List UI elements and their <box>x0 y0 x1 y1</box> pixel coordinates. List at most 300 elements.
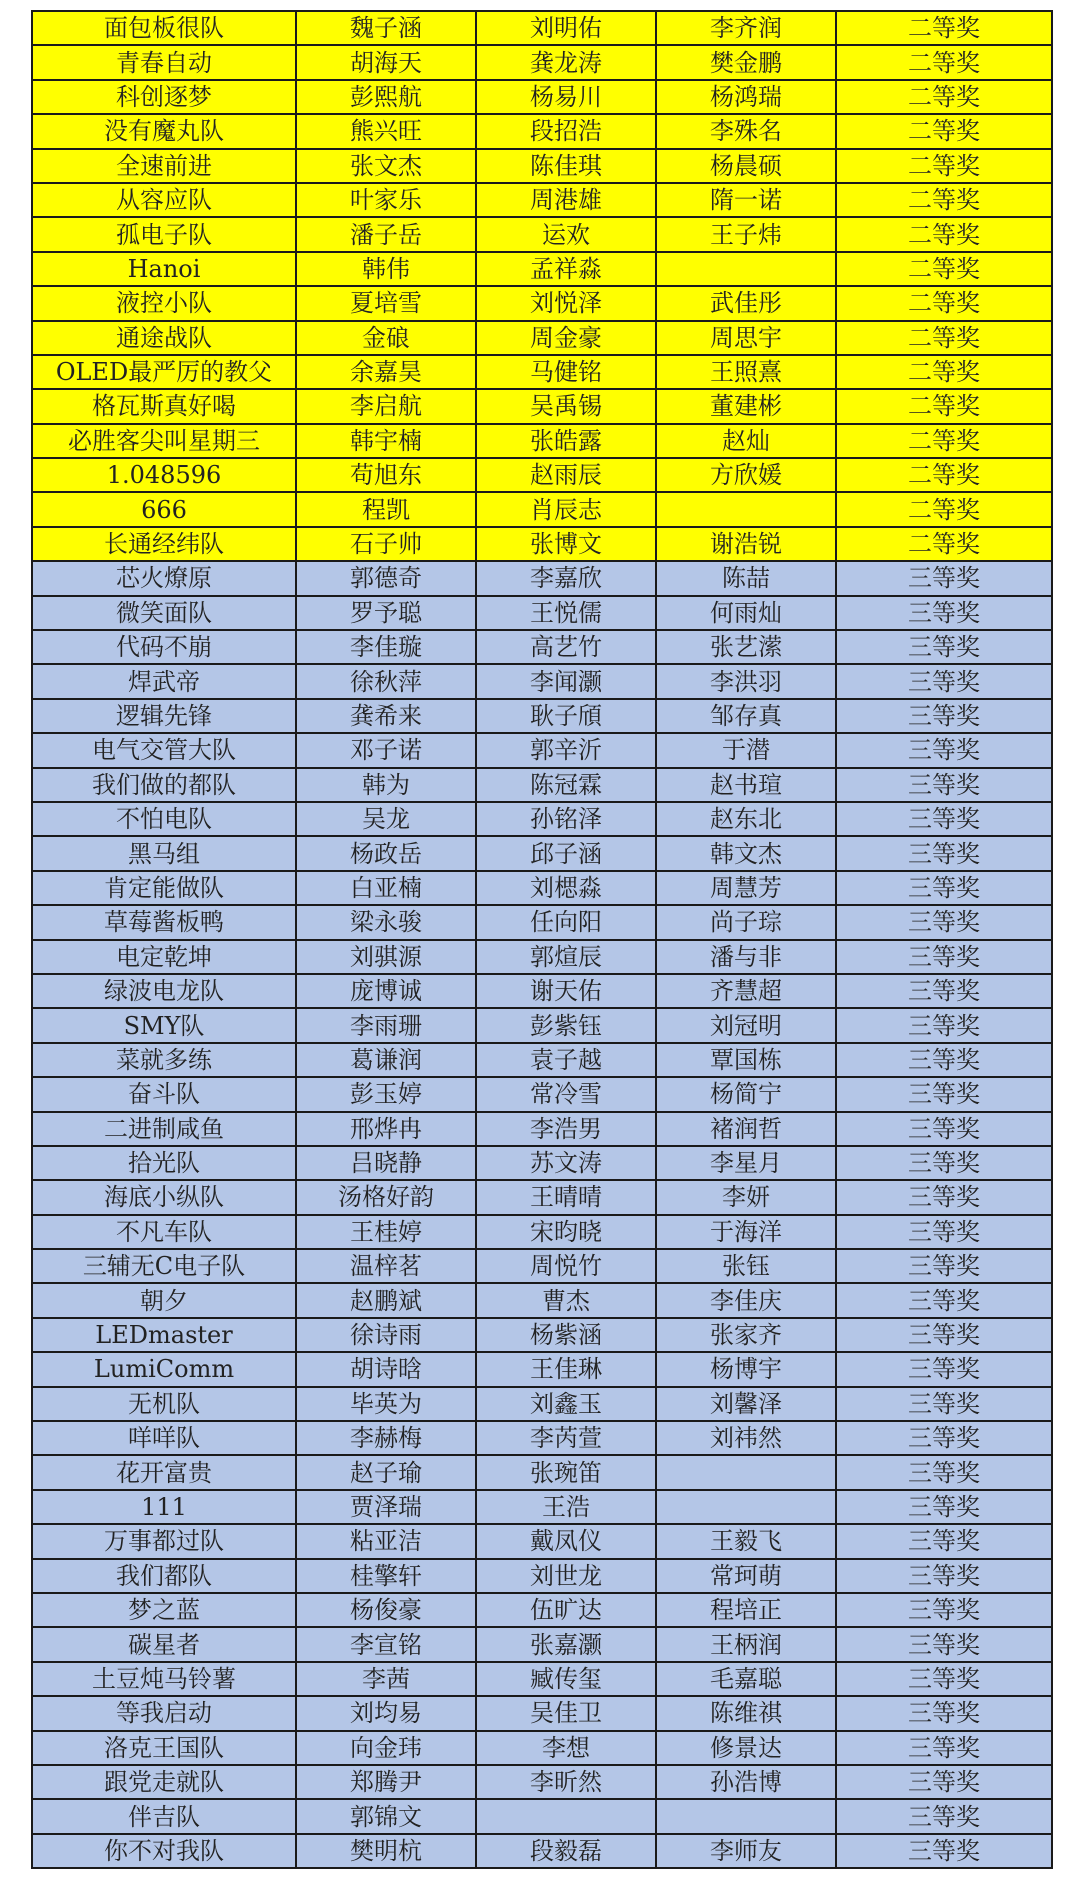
table-row <box>32 1043 1052 1077</box>
member-1-cell: 桂擎轩 <box>296 1559 476 1593</box>
table-row <box>32 1421 1052 1455</box>
member-2-cell: 高艺竹 <box>476 630 656 664</box>
member-2-cell: 彭紫钰 <box>476 1008 656 1042</box>
team-name-cell: 无机队 <box>32 1387 296 1421</box>
member-1-cell: 温梓茗 <box>296 1249 476 1283</box>
member-3-cell: 陈维祺 <box>656 1696 836 1730</box>
member-1-cell: 吴龙 <box>296 802 476 836</box>
member-2-cell: 臧传玺 <box>476 1662 656 1696</box>
member-1-cell: 梁永骏 <box>296 905 476 939</box>
member-1-cell: 张文杰 <box>296 149 476 183</box>
team-name-cell: 不怕电队 <box>32 802 296 836</box>
table-row <box>32 802 1052 836</box>
table-row <box>32 1112 1052 1146</box>
award-cell: 三等奖 <box>836 1696 1052 1730</box>
table-row <box>32 1180 1052 1214</box>
member-3-cell <box>656 252 836 286</box>
award-cell: 三等奖 <box>836 1662 1052 1696</box>
member-2-cell: 郭煊辰 <box>476 940 656 974</box>
member-2-cell: 王佳琳 <box>476 1352 656 1386</box>
table-row <box>32 1008 1052 1042</box>
award-cell: 三等奖 <box>836 1387 1052 1421</box>
member-1-cell: 郭德奇 <box>296 561 476 595</box>
member-3-cell: 方欣媛 <box>656 458 836 492</box>
award-cell: 三等奖 <box>836 1112 1052 1146</box>
award-cell: 三等奖 <box>836 1731 1052 1765</box>
member-1-cell: 樊明杭 <box>296 1834 476 1868</box>
team-name-cell: 草莓酱板鸭 <box>32 905 296 939</box>
team-name-cell: 绿波电龙队 <box>32 974 296 1008</box>
table-row <box>32 527 1052 561</box>
member-2-cell <box>476 1799 656 1833</box>
table-row <box>32 768 1052 802</box>
member-2-cell: 宋昀晓 <box>476 1215 656 1249</box>
award-cell: 三等奖 <box>836 802 1052 836</box>
table-row <box>32 1352 1052 1386</box>
member-3-cell: 李妍 <box>656 1180 836 1214</box>
award-cell: 二等奖 <box>836 492 1052 526</box>
team-name-cell: Hanoi <box>32 252 296 286</box>
member-3-cell: 武佳彤 <box>656 286 836 320</box>
team-name-cell: 666 <box>32 492 296 526</box>
table-row <box>32 1146 1052 1180</box>
table-row <box>32 940 1052 974</box>
member-3-cell: 褚润哲 <box>656 1112 836 1146</box>
member-1-cell: 李雨珊 <box>296 1008 476 1042</box>
member-1-cell: 金硠 <box>296 321 476 355</box>
table-row <box>32 389 1052 423</box>
award-cell: 三等奖 <box>836 905 1052 939</box>
member-3-cell: 杨简宁 <box>656 1077 836 1111</box>
table-row <box>32 45 1052 79</box>
award-cell: 三等奖 <box>836 1352 1052 1386</box>
table-row <box>32 1627 1052 1661</box>
award-cell: 二等奖 <box>836 321 1052 355</box>
member-1-cell: 粘亚洁 <box>296 1524 476 1558</box>
member-3-cell: 邹存真 <box>656 699 836 733</box>
table-row <box>32 1318 1052 1352</box>
award-cell: 三等奖 <box>836 664 1052 698</box>
member-1-cell: 余嘉昊 <box>296 355 476 389</box>
member-2-cell: 李芮萱 <box>476 1421 656 1455</box>
team-name-cell: 万事都过队 <box>32 1524 296 1558</box>
team-name-cell: 没有魔丸队 <box>32 114 296 148</box>
award-cell: 三等奖 <box>836 733 1052 767</box>
member-2-cell: 袁子越 <box>476 1043 656 1077</box>
member-3-cell: 王柄润 <box>656 1627 836 1661</box>
member-1-cell: 郭锦文 <box>296 1799 476 1833</box>
member-2-cell: 王悦儒 <box>476 596 656 630</box>
award-cell: 三等奖 <box>836 1593 1052 1627</box>
member-1-cell: 熊兴旺 <box>296 114 476 148</box>
member-2-cell: 吴禹锡 <box>476 389 656 423</box>
member-2-cell: 吴佳卫 <box>476 1696 656 1730</box>
member-3-cell: 李洪羽 <box>656 664 836 698</box>
member-3-cell: 于海洋 <box>656 1215 836 1249</box>
award-cell: 三等奖 <box>836 699 1052 733</box>
table-row <box>32 114 1052 148</box>
table-row <box>32 1490 1052 1524</box>
member-3-cell <box>656 1490 836 1524</box>
member-1-cell: 李宣铭 <box>296 1627 476 1661</box>
table-row <box>32 1283 1052 1317</box>
table-row <box>32 1834 1052 1868</box>
member-3-cell: 刘祎然 <box>656 1421 836 1455</box>
award-cell: 二等奖 <box>836 80 1052 114</box>
member-3-cell: 孙浩博 <box>656 1765 836 1799</box>
award-cell: 二等奖 <box>836 355 1052 389</box>
award-cell: 三等奖 <box>836 871 1052 905</box>
member-1-cell: 邓子诺 <box>296 733 476 767</box>
member-1-cell: 吕晓静 <box>296 1146 476 1180</box>
award-cell: 二等奖 <box>836 11 1052 45</box>
member-2-cell: 李昕然 <box>476 1765 656 1799</box>
member-2-cell: 周悦竹 <box>476 1249 656 1283</box>
award-cell: 三等奖 <box>836 596 1052 630</box>
team-name-cell: 洛克王国队 <box>32 1731 296 1765</box>
member-3-cell: 王照熹 <box>656 355 836 389</box>
member-2-cell: 伍旷达 <box>476 1593 656 1627</box>
member-2-cell: 刘楒淼 <box>476 871 656 905</box>
award-cell: 三等奖 <box>836 1455 1052 1489</box>
table-row <box>32 905 1052 939</box>
member-1-cell: 夏培雪 <box>296 286 476 320</box>
table-row <box>32 355 1052 389</box>
member-2-cell: 周金豪 <box>476 321 656 355</box>
member-1-cell: 程凯 <box>296 492 476 526</box>
award-cell: 三等奖 <box>836 1043 1052 1077</box>
member-3-cell: 谢浩锐 <box>656 527 836 561</box>
member-2-cell: 李想 <box>476 1731 656 1765</box>
member-2-cell: 张博文 <box>476 527 656 561</box>
member-3-cell: 刘馨泽 <box>656 1387 836 1421</box>
table-row <box>32 1593 1052 1627</box>
member-1-cell: 石子帅 <box>296 527 476 561</box>
member-1-cell: 王桂婷 <box>296 1215 476 1249</box>
team-name-cell: 液控小队 <box>32 286 296 320</box>
team-name-cell: 必胜客尖叫星期三 <box>32 424 296 458</box>
table-row <box>32 1249 1052 1283</box>
award-cell: 三等奖 <box>836 1765 1052 1799</box>
team-name-cell: 逻辑先锋 <box>32 699 296 733</box>
member-2-cell: 王晴晴 <box>476 1180 656 1214</box>
team-name-cell: 电定乾坤 <box>32 940 296 974</box>
member-3-cell: 王毅飞 <box>656 1524 836 1558</box>
team-name-cell: 不凡车队 <box>32 1215 296 1249</box>
award-cell: 三等奖 <box>836 630 1052 664</box>
team-name-cell: 格瓦斯真好喝 <box>32 389 296 423</box>
member-2-cell: 张皓露 <box>476 424 656 458</box>
member-1-cell: 贾泽瑞 <box>296 1490 476 1524</box>
member-1-cell: 罗予聪 <box>296 596 476 630</box>
member-2-cell: 陈佳琪 <box>476 149 656 183</box>
team-name-cell: 代码不崩 <box>32 630 296 664</box>
member-2-cell: 曹杰 <box>476 1283 656 1317</box>
award-cell: 三等奖 <box>836 1249 1052 1283</box>
award-cell: 二等奖 <box>836 424 1052 458</box>
table-row <box>32 974 1052 1008</box>
member-3-cell: 毛嘉聪 <box>656 1662 836 1696</box>
team-name-cell: 三辅无C电子队 <box>32 1249 296 1283</box>
member-1-cell: 白亚楠 <box>296 871 476 905</box>
table-row <box>32 1387 1052 1421</box>
award-cell: 二等奖 <box>836 252 1052 286</box>
team-name-cell: 我们做的都队 <box>32 768 296 802</box>
member-1-cell: 毕英为 <box>296 1387 476 1421</box>
member-3-cell: 常珂萌 <box>656 1559 836 1593</box>
team-name-cell: OLED最严厉的教父 <box>32 355 296 389</box>
member-3-cell: 李殊名 <box>656 114 836 148</box>
member-3-cell <box>656 492 836 526</box>
award-cell: 三等奖 <box>836 768 1052 802</box>
member-2-cell: 杨紫涵 <box>476 1318 656 1352</box>
table-row <box>32 252 1052 286</box>
member-3-cell: 李星月 <box>656 1146 836 1180</box>
table-row <box>32 561 1052 595</box>
team-name-cell: 菜就多练 <box>32 1043 296 1077</box>
table-row <box>32 1696 1052 1730</box>
award-cell: 二等奖 <box>836 389 1052 423</box>
member-2-cell: 耿子頎 <box>476 699 656 733</box>
team-name-cell: LEDmaster <box>32 1318 296 1352</box>
member-2-cell: 常冷雪 <box>476 1077 656 1111</box>
member-3-cell: 王子炜 <box>656 217 836 251</box>
member-1-cell: 魏子涵 <box>296 11 476 45</box>
award-cell: 三等奖 <box>836 1283 1052 1317</box>
member-2-cell: 周港雄 <box>476 183 656 217</box>
award-cell: 二等奖 <box>836 458 1052 492</box>
member-2-cell: 陈冠霖 <box>476 768 656 802</box>
member-2-cell: 郭辛沂 <box>476 733 656 767</box>
member-2-cell: 赵雨辰 <box>476 458 656 492</box>
member-3-cell: 张钰 <box>656 1249 836 1283</box>
table-row <box>32 664 1052 698</box>
member-3-cell: 董建彬 <box>656 389 836 423</box>
member-1-cell: 潘子岳 <box>296 217 476 251</box>
member-1-cell: 徐诗雨 <box>296 1318 476 1352</box>
team-name-cell: 朝夕 <box>32 1283 296 1317</box>
award-table <box>31 10 1053 1869</box>
member-1-cell: 彭玉婷 <box>296 1077 476 1111</box>
member-2-cell: 王浩 <box>476 1490 656 1524</box>
member-1-cell: 龚希来 <box>296 699 476 733</box>
table-row <box>32 424 1052 458</box>
member-1-cell: 徐秋萍 <box>296 664 476 698</box>
member-1-cell: 韩宇楠 <box>296 424 476 458</box>
member-3-cell <box>656 1799 836 1833</box>
member-1-cell: 杨政岳 <box>296 836 476 870</box>
member-2-cell: 段招浩 <box>476 114 656 148</box>
team-name-cell: 芯火燎原 <box>32 561 296 595</box>
award-cell: 三等奖 <box>836 1834 1052 1868</box>
member-1-cell: 汤格好韵 <box>296 1180 476 1214</box>
member-2-cell: 运欢 <box>476 217 656 251</box>
member-1-cell: 胡诗晗 <box>296 1352 476 1386</box>
member-1-cell: 李赫梅 <box>296 1421 476 1455</box>
member-2-cell: 刘明佑 <box>476 11 656 45</box>
team-name-cell: 青春自动 <box>32 45 296 79</box>
team-name-cell: 梦之蓝 <box>32 1593 296 1627</box>
member-2-cell: 孙铭泽 <box>476 802 656 836</box>
member-3-cell: 于潜 <box>656 733 836 767</box>
member-3-cell: 周慧芳 <box>656 871 836 905</box>
team-name-cell: LumiComm <box>32 1352 296 1386</box>
team-name-cell: 长通经纬队 <box>32 527 296 561</box>
member-2-cell: 谢天佑 <box>476 974 656 1008</box>
table-row <box>32 630 1052 664</box>
member-3-cell: 潘与非 <box>656 940 836 974</box>
table-row <box>32 183 1052 217</box>
team-name-cell: 电气交管大队 <box>32 733 296 767</box>
table-row <box>32 1524 1052 1558</box>
member-3-cell: 杨博宇 <box>656 1352 836 1386</box>
member-1-cell: 葛谦润 <box>296 1043 476 1077</box>
member-2-cell: 刘鑫玉 <box>476 1387 656 1421</box>
member-3-cell: 修景达 <box>656 1731 836 1765</box>
team-name-cell: 跟党走就队 <box>32 1765 296 1799</box>
award-cell: 三等奖 <box>836 1524 1052 1558</box>
member-3-cell: 樊金鹏 <box>656 45 836 79</box>
member-2-cell: 孟祥淼 <box>476 252 656 286</box>
team-name-cell: 土豆炖马铃薯 <box>32 1662 296 1696</box>
award-table-body <box>32 11 1052 1868</box>
team-name-cell: 面包板很队 <box>32 11 296 45</box>
team-name-cell: 拾光队 <box>32 1146 296 1180</box>
member-2-cell: 李闻灏 <box>476 664 656 698</box>
member-3-cell: 周思宇 <box>656 321 836 355</box>
award-cell: 二等奖 <box>836 114 1052 148</box>
member-3-cell: 杨晨硕 <box>656 149 836 183</box>
table-row <box>32 217 1052 251</box>
member-2-cell: 段毅磊 <box>476 1834 656 1868</box>
team-name-cell: SMY队 <box>32 1008 296 1042</box>
table-row <box>32 458 1052 492</box>
award-cell: 三等奖 <box>836 1627 1052 1661</box>
member-2-cell: 邱子涵 <box>476 836 656 870</box>
member-2-cell: 马健铭 <box>476 355 656 389</box>
table-row <box>32 80 1052 114</box>
table-row <box>32 1077 1052 1111</box>
team-name-cell: 微笑面队 <box>32 596 296 630</box>
table-row <box>32 1731 1052 1765</box>
member-2-cell: 任向阳 <box>476 905 656 939</box>
member-3-cell: 李师友 <box>656 1834 836 1868</box>
team-name-cell: 肯定能做队 <box>32 871 296 905</box>
team-name-cell: 伴吉队 <box>32 1799 296 1833</box>
award-cell: 二等奖 <box>836 286 1052 320</box>
member-3-cell: 尚子琮 <box>656 905 836 939</box>
award-cell: 三等奖 <box>836 940 1052 974</box>
member-2-cell: 刘世龙 <box>476 1559 656 1593</box>
table-row <box>32 1215 1052 1249</box>
award-cell: 三等奖 <box>836 1077 1052 1111</box>
member-2-cell: 杨易川 <box>476 80 656 114</box>
member-3-cell <box>656 1455 836 1489</box>
member-2-cell: 张嘉灏 <box>476 1627 656 1661</box>
table-row <box>32 1662 1052 1696</box>
table-row <box>32 871 1052 905</box>
award-cell: 二等奖 <box>836 45 1052 79</box>
table-row <box>32 11 1052 45</box>
table-row <box>32 492 1052 526</box>
team-name-cell: 焊武帝 <box>32 664 296 698</box>
team-name-cell: 奋斗队 <box>32 1077 296 1111</box>
member-1-cell: 苟旭东 <box>296 458 476 492</box>
award-cell: 三等奖 <box>836 1421 1052 1455</box>
team-name-cell: 花开富贵 <box>32 1455 296 1489</box>
award-cell: 二等奖 <box>836 217 1052 251</box>
member-1-cell: 杨俊豪 <box>296 1593 476 1627</box>
member-3-cell: 陈喆 <box>656 561 836 595</box>
member-1-cell: 刘均易 <box>296 1696 476 1730</box>
member-3-cell: 覃国栋 <box>656 1043 836 1077</box>
award-cell: 三等奖 <box>836 1215 1052 1249</box>
member-1-cell: 刘骐源 <box>296 940 476 974</box>
award-cell: 二等奖 <box>836 183 1052 217</box>
team-name-cell: 咩咩队 <box>32 1421 296 1455</box>
member-2-cell: 刘悦泽 <box>476 286 656 320</box>
table-row <box>32 149 1052 183</box>
award-cell: 二等奖 <box>836 527 1052 561</box>
award-cell: 三等奖 <box>836 974 1052 1008</box>
member-1-cell: 李佳璇 <box>296 630 476 664</box>
member-1-cell: 向金玮 <box>296 1731 476 1765</box>
member-3-cell: 赵书瑄 <box>656 768 836 802</box>
table-row <box>32 733 1052 767</box>
award-cell: 三等奖 <box>836 1008 1052 1042</box>
team-name-cell: 你不对我队 <box>32 1834 296 1868</box>
member-1-cell: 胡海天 <box>296 45 476 79</box>
table-row <box>32 286 1052 320</box>
member-2-cell: 张琬笛 <box>476 1455 656 1489</box>
member-2-cell: 苏文涛 <box>476 1146 656 1180</box>
member-2-cell: 龚龙涛 <box>476 45 656 79</box>
member-1-cell: 韩伟 <box>296 252 476 286</box>
team-name-cell: 我们都队 <box>32 1559 296 1593</box>
member-2-cell: 李浩男 <box>476 1112 656 1146</box>
table-row <box>32 1455 1052 1489</box>
table-row <box>32 1799 1052 1833</box>
award-cell: 三等奖 <box>836 836 1052 870</box>
team-name-cell: 黑马组 <box>32 836 296 870</box>
member-3-cell: 赵灿 <box>656 424 836 458</box>
award-cell: 三等奖 <box>836 1318 1052 1352</box>
member-3-cell: 张艺潆 <box>656 630 836 664</box>
award-cell: 三等奖 <box>836 1146 1052 1180</box>
award-cell: 三等奖 <box>836 561 1052 595</box>
team-name-cell: 碳星者 <box>32 1627 296 1661</box>
team-name-cell: 从容应队 <box>32 183 296 217</box>
member-2-cell: 李嘉欣 <box>476 561 656 595</box>
member-1-cell: 赵鹏斌 <box>296 1283 476 1317</box>
member-1-cell: 李茜 <box>296 1662 476 1696</box>
team-name-cell: 111 <box>32 1490 296 1524</box>
member-1-cell: 彭熙航 <box>296 80 476 114</box>
member-3-cell: 韩文杰 <box>656 836 836 870</box>
table-row <box>32 321 1052 355</box>
table-row <box>32 1765 1052 1799</box>
award-cell: 三等奖 <box>836 1559 1052 1593</box>
member-2-cell: 戴凤仪 <box>476 1524 656 1558</box>
member-3-cell: 李佳庆 <box>656 1283 836 1317</box>
member-3-cell: 杨鸿瑞 <box>656 80 836 114</box>
table-row <box>32 1559 1052 1593</box>
member-3-cell: 张家齐 <box>656 1318 836 1352</box>
member-1-cell: 庞博诚 <box>296 974 476 1008</box>
member-2-cell: 肖辰志 <box>476 492 656 526</box>
award-cell: 三等奖 <box>836 1490 1052 1524</box>
member-3-cell: 李齐润 <box>656 11 836 45</box>
